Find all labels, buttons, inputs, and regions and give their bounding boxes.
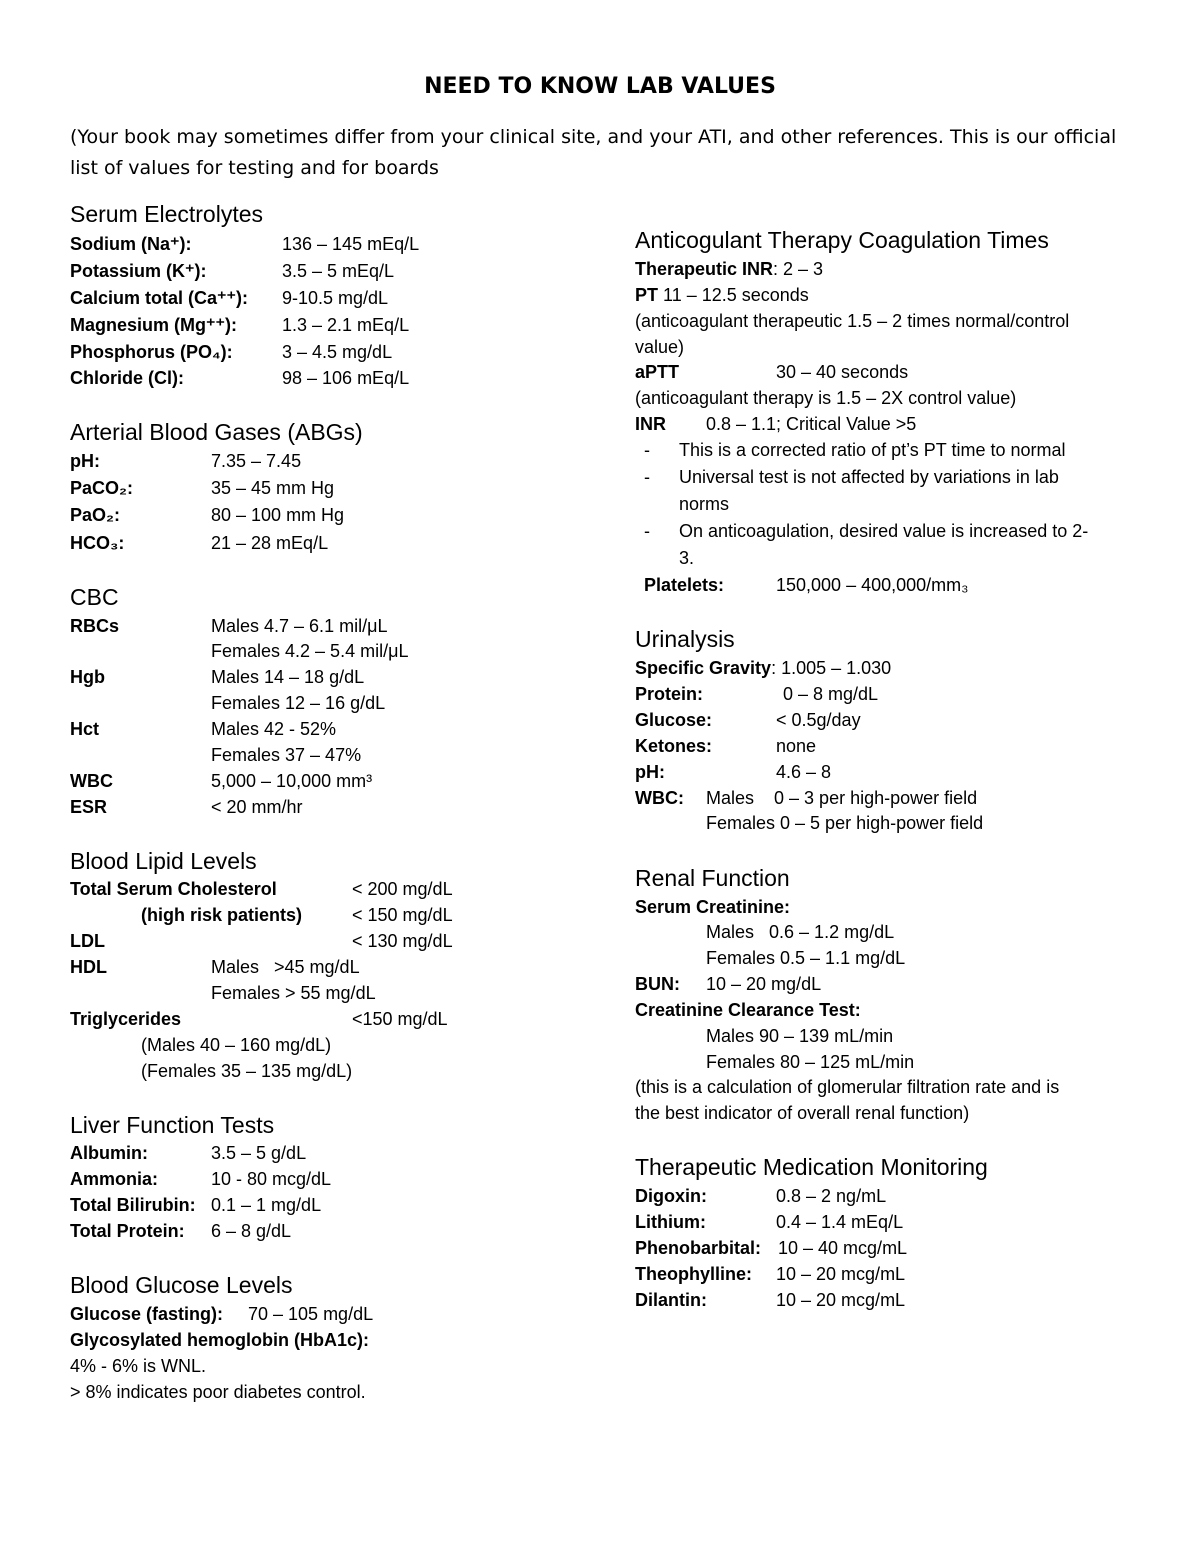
electrolyte-label: Magnesium (Mg⁺⁺): — [70, 315, 237, 335]
urinalysis-heading: Urinalysis — [635, 626, 735, 652]
renal-note: (this is a calculation of glomerular filtration rate and is — [635, 1077, 1060, 1097]
liver-label: Albumin: — [70, 1143, 148, 1163]
tdm-label: Phenobarbital: — [635, 1238, 762, 1258]
tdm-label: Digoxin: — [635, 1186, 707, 1206]
bullet-dash: - — [644, 467, 650, 487]
abg-value: 7.35 – 7.45 — [211, 451, 302, 471]
urinalysis-label: Ketones: — [635, 736, 713, 756]
tdm-value: 10 – 40 mcg/mL — [778, 1238, 908, 1258]
tdm-value: 0.4 – 1.4 mEq/L — [776, 1212, 904, 1232]
cbc-label: Hgb — [70, 667, 105, 687]
urinalysis-sg — [635, 658, 891, 679]
renal-value: 10 – 20 mg/dL — [706, 974, 822, 994]
renal-value: Males 90 – 139 mL/min — [706, 1026, 894, 1046]
coag-label: Platelets: — [644, 575, 725, 595]
urinalysis-value: < 0.5g/day — [776, 710, 861, 730]
coag-value: 0.8 – 1.1; Critical Value >5 — [706, 414, 917, 434]
cbc-value: Females 37 – 47% — [211, 745, 362, 765]
urinalysis-value: none — [776, 736, 817, 756]
lipid-value: < 150 mg/dL — [352, 905, 453, 925]
bullet-text: This is a corrected ratio of pt’s PT time to normal — [679, 440, 1066, 460]
lipid-value: Females > 55 mg/dL — [211, 983, 376, 1003]
intro-line-2: list of values for testing and for boards — [70, 157, 439, 179]
bullet-text: On anticoagulation, desired value is increased to 2- — [679, 521, 1089, 541]
urinalysis-label: Glucose: — [635, 710, 713, 730]
tdm-heading: Therapeutic Medication Monitoring — [635, 1154, 988, 1180]
renal-value: Females 80 – 125 mL/min — [706, 1052, 915, 1072]
liver-value: 3.5 – 5 g/dL — [211, 1143, 307, 1163]
renal-note: the best indicator of overall renal function) — [635, 1103, 970, 1123]
electrolyte-value: 136 – 145 mEq/L — [282, 234, 420, 254]
coag-value: 11 – 12.5 seconds — [663, 285, 809, 305]
lipid-value: < 130 mg/dL — [352, 931, 453, 951]
urinalysis-value: Males 0 – 3 per high-power field — [706, 788, 978, 808]
lipid-label: (high risk patients) — [141, 905, 303, 925]
lipid-value: (Males 40 – 160 mg/dL) — [141, 1035, 332, 1055]
cbc-value: Males 42 - 52% — [211, 719, 337, 739]
electrolyte-value: 9-10.5 mg/dL — [282, 288, 389, 308]
coag-value: 30 – 40 seconds — [776, 362, 909, 382]
lipid-value: < 200 mg/dL — [352, 879, 453, 899]
cbc-value: Females 4.2 – 5.4 mil/μL — [211, 641, 409, 661]
page-title: NEED TO KNOW LAB VALUES — [424, 74, 776, 99]
renal-value: Males 0.6 – 1.2 mg/dL — [706, 922, 895, 942]
lipid-label: HDL — [70, 957, 107, 977]
urinalysis-label: pH: — [635, 762, 665, 782]
coag-label: aPTT — [635, 362, 680, 382]
lipid-label: Triglycerides — [70, 1009, 182, 1029]
tdm-value: 0.8 – 2 ng/mL — [776, 1186, 887, 1206]
liver-value: 10 - 80 mcg/dL — [211, 1169, 332, 1189]
renal-label: Serum Creatinine: — [635, 897, 791, 917]
liver-label: Total Protein: — [70, 1221, 185, 1241]
cbc-label: RBCs — [70, 616, 120, 636]
glucose-label: Glucose (fasting): — [70, 1304, 224, 1324]
urinalysis-label: Specific Gravity — [635, 658, 772, 678]
tdm-label: Lithium: — [635, 1212, 706, 1232]
cbc-value: Females 12 – 16 g/dL — [211, 693, 386, 713]
abg-value: 80 – 100 mm Hg — [211, 505, 345, 525]
abg-label: PaCO₂: — [70, 478, 134, 498]
bullet-dash: - — [644, 521, 650, 541]
urinalysis-label: Protein: — [635, 684, 704, 704]
cbc-heading: CBC — [70, 584, 119, 610]
lipids-heading: Blood Lipid Levels — [70, 848, 257, 874]
electrolyte-label: Chloride (Cl): — [70, 368, 184, 388]
urinalysis-value: Females 0 – 5 per high-power field — [706, 813, 984, 833]
electrolytes-heading: Serum Electrolytes — [70, 201, 264, 227]
tdm-label: Theophylline: — [635, 1264, 752, 1284]
electrolyte-value: 1.3 – 2.1 mEq/L — [282, 315, 410, 335]
cbc-label: ESR — [70, 797, 108, 817]
electrolyte-value: 3 – 4.5 mg/dL — [282, 342, 393, 362]
coag-note: value) — [635, 337, 685, 357]
coag-pt — [635, 285, 809, 306]
abg-label: PaO₂: — [70, 505, 121, 525]
lipid-label: Total Serum Cholesterol — [70, 879, 277, 899]
electrolyte-label: Phosphorus (PO₄): — [70, 342, 233, 362]
abg-label: HCO₃: — [70, 533, 125, 553]
abg-value: 21 – 28 mEq/L — [211, 533, 329, 553]
tdm-value: 10 – 20 mcg/mL — [776, 1264, 906, 1284]
cbc-value: Males 4.7 – 6.1 mil/μL — [211, 616, 388, 636]
bullet-dash: - — [644, 440, 650, 460]
renal-label: Creatinine Clearance Test: — [635, 1000, 861, 1020]
electrolyte-value: 3.5 – 5 mEq/L — [282, 261, 395, 281]
bullet-text: norms — [679, 494, 730, 514]
glucose-value: > 8% indicates poor diabetes control. — [70, 1382, 366, 1402]
bullet-text: 3. — [679, 548, 695, 568]
abg-label: pH: — [70, 451, 100, 471]
renal-label: BUN: — [635, 974, 680, 994]
coag-value: : 2 – 3 — [773, 259, 824, 279]
liver-label: Ammonia: — [70, 1169, 159, 1189]
liver-value: 6 – 8 g/dL — [211, 1221, 292, 1241]
lipid-value: (Females 35 – 135 mg/dL) — [141, 1061, 353, 1081]
coag-note: (anticoagulant therapy is 1.5 – 2X control value) — [635, 388, 1017, 408]
urinalysis-value: 0 – 8 mg/dL — [783, 684, 879, 704]
liver-heading: Liver Function Tests — [70, 1112, 275, 1138]
electrolyte-value: 98 – 106 mEq/L — [282, 368, 410, 388]
cbc-label: WBC — [70, 771, 113, 791]
electrolyte-label: Sodium (Na⁺): — [70, 234, 192, 254]
abg-heading: Arterial Blood Gases (ABGs) — [70, 419, 363, 445]
coag-note: (anticoagulant therapeutic 1.5 – 2 times normal/control — [635, 311, 1070, 331]
coag-label: PT — [635, 285, 659, 305]
glucose-heading: Blood Glucose Levels — [70, 1272, 293, 1298]
cbc-value: 5,000 – 10,000 mm³ — [211, 771, 373, 791]
bullet-text: Universal test is not affected by variations in lab — [679, 467, 1059, 487]
liver-value: 0.1 – 1 mg/dL — [211, 1195, 322, 1215]
tdm-label: Dilantin: — [635, 1290, 707, 1310]
glucose-value: 70 – 105 mg/dL — [248, 1304, 374, 1324]
coag-label: Therapeutic INR — [635, 259, 774, 279]
coag-therapeutic-inr — [635, 259, 823, 280]
renal-value: Females 0.5 – 1.1 mg/dL — [706, 948, 906, 968]
intro-line-1: (Your book may sometimes differ from your clinical site, and your ATI, and other references. This is our official — [70, 126, 1117, 148]
cbc-value: Males 14 – 18 g/dL — [211, 667, 365, 687]
glucose-label: Glycosylated hemoglobin (HbA1c): — [70, 1330, 370, 1350]
liver-label: Total Bilirubin: — [70, 1195, 196, 1215]
urinalysis-value: : 1.005 – 1.030 — [771, 658, 892, 678]
lipid-value: <150 mg/dL — [352, 1009, 448, 1029]
glucose-value: 4% - 6% is WNL. — [70, 1356, 207, 1376]
urinalysis-value: 4.6 – 8 — [776, 762, 832, 782]
urinalysis-label: WBC: — [635, 788, 684, 808]
electrolyte-label: Calcium total (Ca⁺⁺): — [70, 288, 249, 308]
tdm-value: 10 – 20 mcg/mL — [776, 1290, 906, 1310]
lipid-label: LDL — [70, 931, 105, 951]
coag-label: INR — [635, 414, 666, 434]
renal-heading: Renal Function — [635, 865, 790, 891]
lipid-value: Males >45 mg/dL — [211, 957, 360, 977]
cbc-label: Hct — [70, 719, 100, 739]
coag-heading: Anticogulant Therapy Coagulation Times — [635, 227, 1049, 253]
cbc-value: < 20 mm/hr — [211, 797, 303, 817]
coag-value: 150,000 – 400,000/mm₃ — [776, 575, 969, 595]
electrolyte-label: Potassium (K⁺): — [70, 261, 207, 281]
abg-value: 35 – 45 mm Hg — [211, 478, 335, 498]
